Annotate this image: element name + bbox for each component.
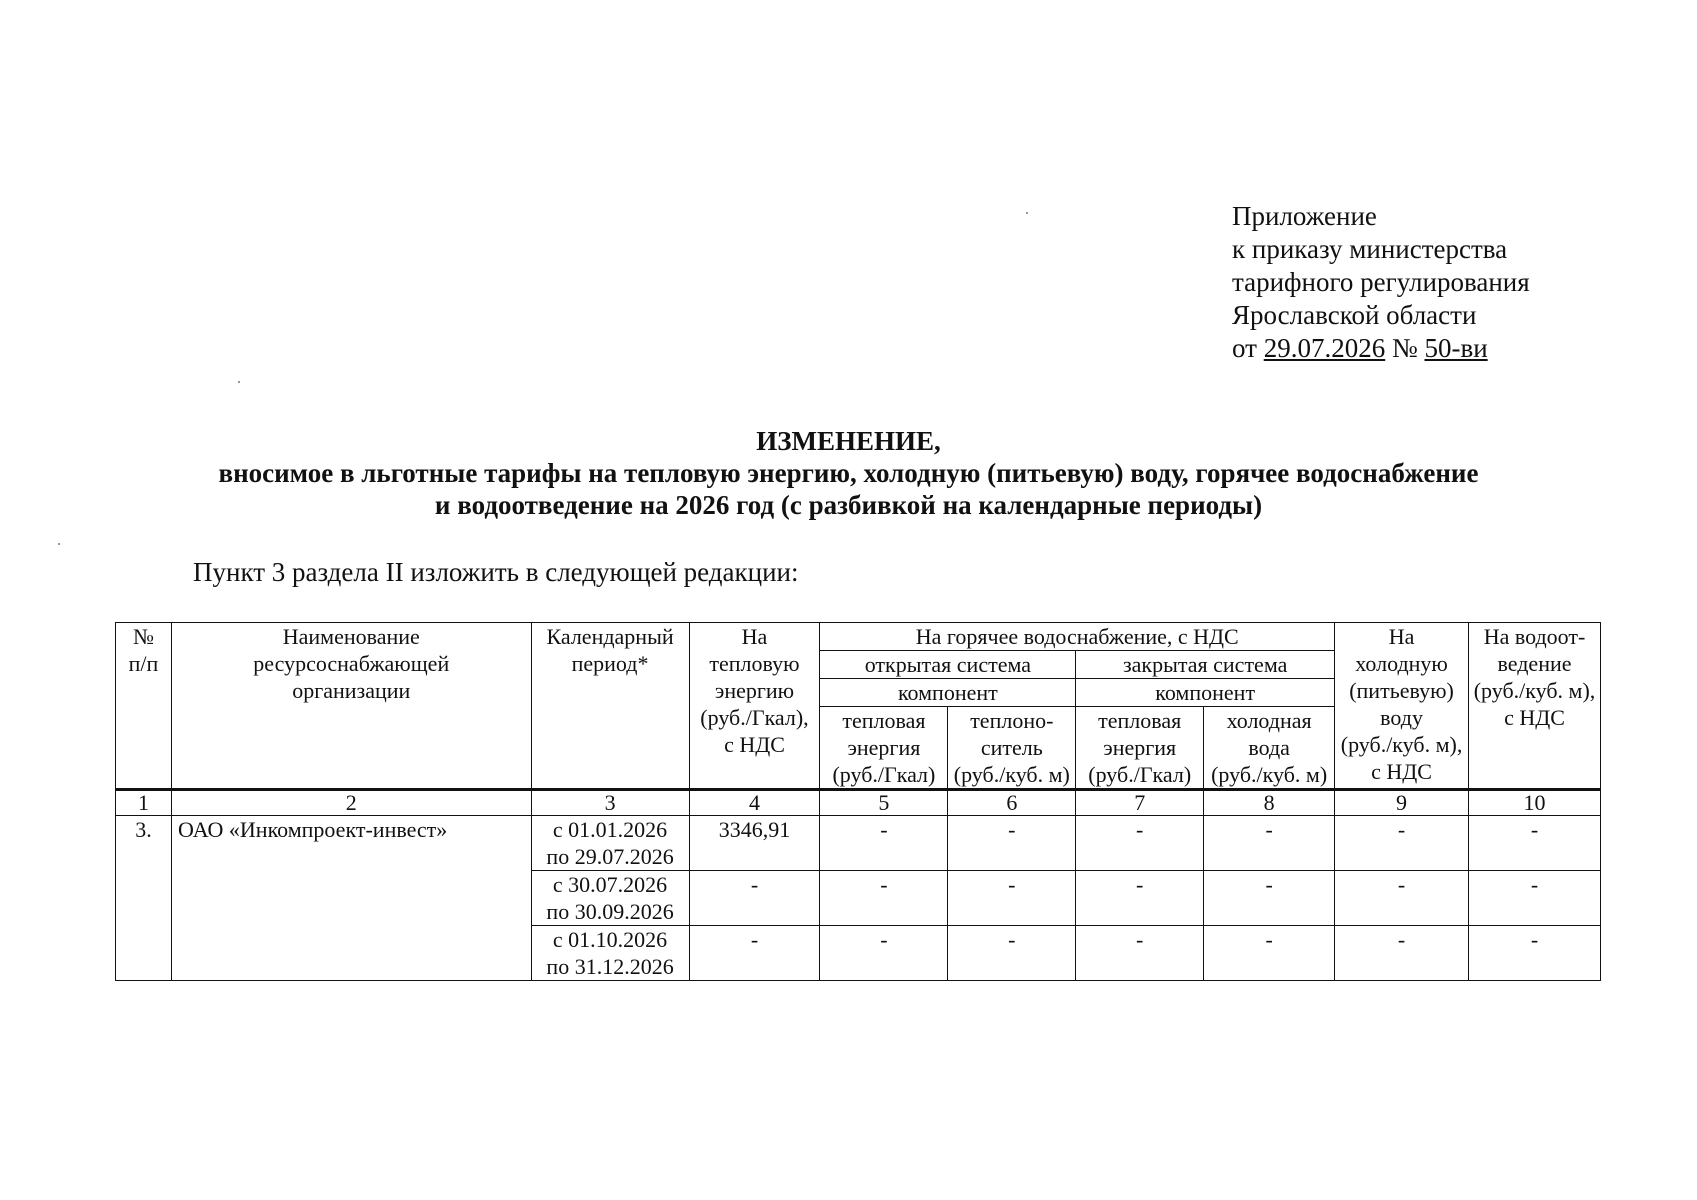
column-number-row <box>116 790 1601 816</box>
header-closed-heat-energy: тепловая энергия (руб./Гкал) <box>1076 707 1204 790</box>
value-cell: - <box>948 871 1076 926</box>
header-open-heat-carrier: теплоно- ситель (руб./куб. м) <box>948 707 1076 790</box>
header-row <box>116 623 1601 651</box>
value-cell: - <box>1076 816 1204 871</box>
appendix-line: тарифного регулирования <box>1232 267 1530 297</box>
row-number: 3. <box>116 816 172 981</box>
value-cell: - <box>948 816 1076 871</box>
header-component: компонент <box>820 679 1076 707</box>
column-number: 6 <box>948 790 1076 816</box>
appendix-date: 29.07.2026 <box>1263 333 1386 363</box>
column-number: 4 <box>689 790 820 816</box>
value-cell: - <box>1335 816 1469 871</box>
column-number: 1 <box>116 790 172 816</box>
value-cell: - <box>1469 816 1601 871</box>
value-cell: - <box>689 926 820 981</box>
header-component: компонент <box>1076 679 1335 707</box>
period-cell: с 30.07.2026 по 30.09.2026 <box>531 871 689 926</box>
appendix-order-line <box>1232 332 1530 365</box>
value-cell: - <box>820 816 948 871</box>
appendix-number-sign: № <box>1391 333 1418 363</box>
header-sewerage: На водоот- ведение (руб./куб. м), с НДС <box>1469 623 1601 790</box>
appendix-block <box>1232 200 1530 365</box>
column-number: 5 <box>820 790 948 816</box>
value-cell: - <box>820 926 948 981</box>
header-hot-water: На горячее водоснабжение, с НДС <box>820 623 1335 651</box>
value-cell: - <box>689 871 820 926</box>
intro-text: Пункт 3 раздела II изложить в следующей редакции: <box>193 557 799 587</box>
header-number: № п/п <box>116 623 172 790</box>
header-open-heat-energy: тепловая энергия (руб./Гкал) <box>820 707 948 790</box>
scan-speck <box>238 381 240 383</box>
period-cell: с 01.01.2026 по 29.07.2026 <box>531 816 689 871</box>
appendix-line: Приложение <box>1232 201 1377 231</box>
document-title <box>0 425 1697 521</box>
header-period: Календарный период* <box>531 623 689 790</box>
header-organization: Наименование ресурсоснабжающей организации <box>171 623 531 790</box>
scan-speck <box>1026 212 1028 214</box>
organization-name: ОАО «Инкомпроект-инвест» <box>171 816 531 981</box>
title-heading: ИЗМЕНЕНИЕ, <box>756 426 941 456</box>
appendix-line: к приказу министерства <box>1232 234 1508 264</box>
column-number: 9 <box>1335 790 1469 816</box>
tariff-table <box>115 622 1601 981</box>
value-cell: - <box>1469 926 1601 981</box>
column-number: 3 <box>531 790 689 816</box>
column-number: 7 <box>1076 790 1204 816</box>
title-line: вносимое в льготные тарифы на тепловую энергию, холодную (питьевую) воду, горячее водоснабжение <box>218 458 1479 488</box>
period-cell: с 01.10.2026 по 31.12.2026 <box>531 926 689 981</box>
value-cell: 3346,91 <box>689 816 820 871</box>
value-cell: - <box>948 926 1076 981</box>
value-cell: - <box>1469 871 1601 926</box>
scan-speck <box>58 543 60 545</box>
header-closed-system: закрытая система <box>1076 651 1335 679</box>
value-cell: - <box>1335 871 1469 926</box>
appendix-date-prefix: от <box>1232 333 1257 363</box>
value-cell: - <box>1076 926 1204 981</box>
column-number: 2 <box>171 790 531 816</box>
title-line: и водоотведение на 2026 год (с разбивкой на календарные периоды) <box>434 490 1263 520</box>
value-cell: - <box>1076 871 1204 926</box>
value-cell: - <box>1204 926 1335 981</box>
header-closed-cold-water: холодная вода (руб./куб. м) <box>1204 707 1335 790</box>
header-open-system: открытая система <box>820 651 1076 679</box>
header-cold-water: На холодную (питьевую) воду (руб./куб. м), с НДС <box>1335 623 1469 790</box>
column-number: 8 <box>1204 790 1335 816</box>
column-number: 10 <box>1469 790 1601 816</box>
value-cell: - <box>1204 816 1335 871</box>
appendix-number: 50-ви <box>1424 333 1488 363</box>
value-cell: - <box>1335 926 1469 981</box>
header-heat-energy: На тепловую энергию (руб./Гкал), с НДС <box>689 623 820 790</box>
table-row <box>116 816 1601 871</box>
value-cell: - <box>820 871 948 926</box>
value-cell: - <box>1204 871 1335 926</box>
appendix-line: Ярославской области <box>1232 300 1477 330</box>
